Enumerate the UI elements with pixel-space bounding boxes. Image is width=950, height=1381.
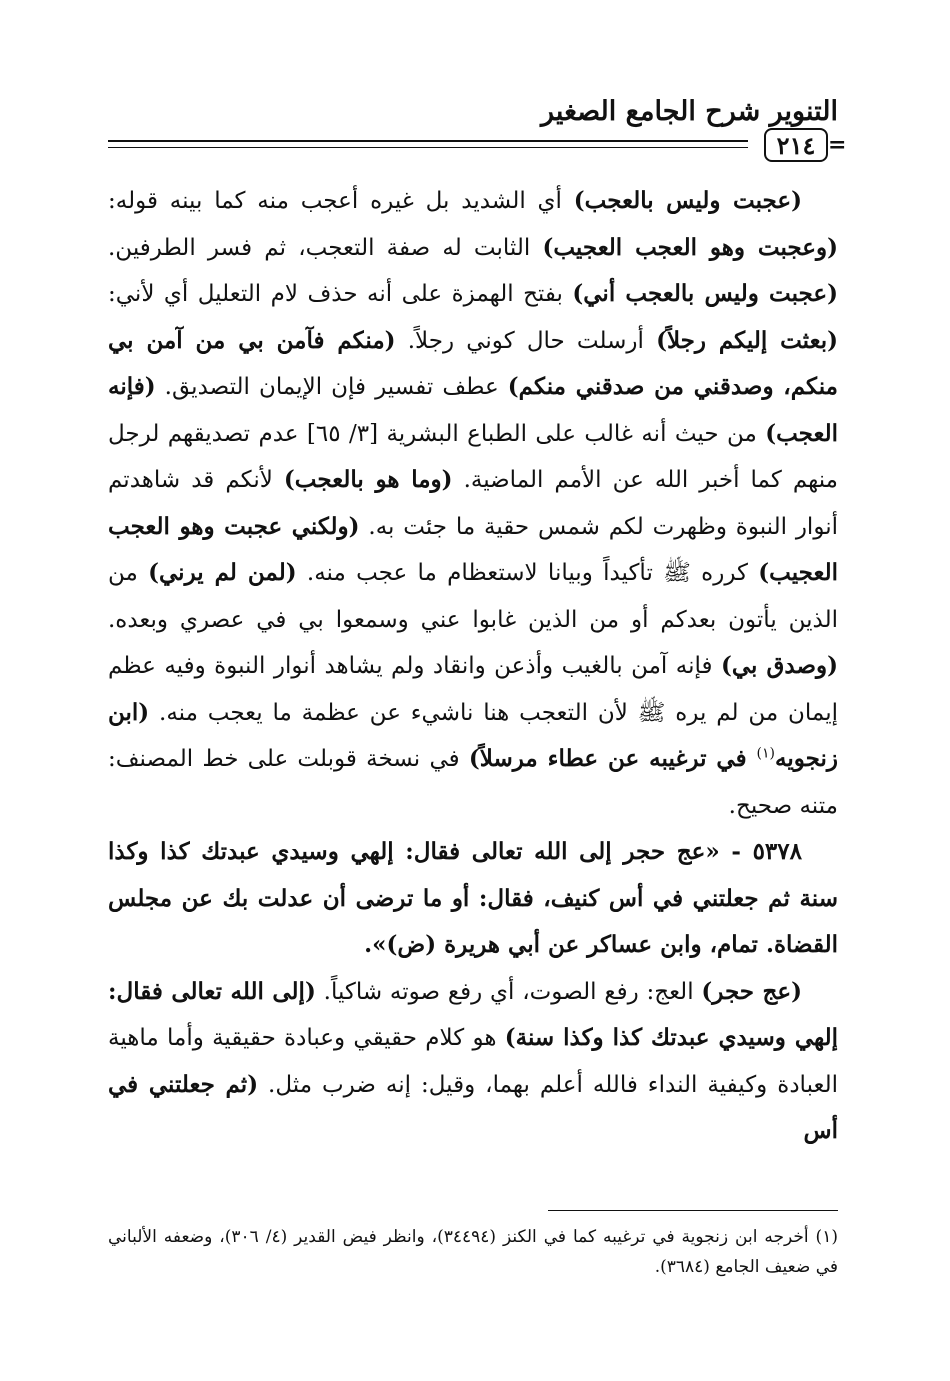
quoted-phrase: (عجبت وليس بالعجب) [573,187,803,214]
quoted-phrase: (عجبت وليس بالعجب أني) [572,280,838,307]
commentary-text: في نسخة قوبلت على خط المصنف: متنه صحيح. [108,746,838,819]
commentary-text: الثابت له صفة التعجب، ثم فسر الطرفين. [108,234,543,261]
hadith-entry [108,829,838,969]
footnotes [108,1222,838,1282]
hadith-text: - «عج حجر إلى الله تعالى فقال: إلهي وسيدي عبدتك كذا وكذا سنة ثم جعلتني في أس كنيف، فقال: أو ما ترضى أن عدلت بك عن مجلس القضاة. تمام، وابن عساكر عن أبي هريرة (ض)». [108,838,838,958]
commentary-paragraph [108,178,838,829]
quoted-phrase: (ولكني عجبت وهو العجب العجيب) [108,512,839,586]
quoted-phrase: (لمن لم يرني) [148,559,297,586]
quoted-phrase: (عج حجر) [701,977,802,1005]
commentary-paragraph [108,969,838,1155]
quoted-phrase: (وعجبت وهو العجب العجيب) [542,233,838,261]
page-number-ornament: = [828,132,847,158]
footnote-1: (١) أخرجه ابن زنجوية في ترغيبه كما في الكنز (٣٤٤٩٤)، وانظر فيض القدير (٤/ ٣٠٦)، وضعفه الألباني في ضعيف الجامع (٣٦٨٤). [108,1227,838,1277]
footnote-marker: (١) [756,745,775,762]
quoted-phrase: في ترغيبه عن عطاء مرسلاً) [468,745,757,772]
commentary-text: عطف تفسير فإن الإيمان التصديق. [155,374,508,400]
footnote-separator [548,1210,838,1211]
page-number: ٢١٤ [764,128,828,162]
commentary-text: العج: رفع الصوت، أي رفع صوته شاكياً. [315,978,702,1005]
header-rule-bottom [108,147,748,148]
hadith-number: ٥٣٧٨ [752,838,802,865]
quoted-phrase: (بعثت إليكم رجلاً) [656,326,838,354]
quoted-phrase: (ثم جعلتني في أس [108,1070,838,1144]
commentary-text: من حيث أنه غالب على الطباع البشرية [٣/ ٦٥] عدم تصديقهم لرجل منهم كما أخبر الله عن الأمم الماضية. [108,420,838,493]
commentary-text: من الذين يأتون بعدكم أو من الذين غابوا عني وسمعوا بي في عصري وبعده. [108,560,838,633]
commentary-text: بفتح الهمزة على أنه حذف لام التعليل أي لأني: [108,281,573,307]
quoted-phrase: (وما هو بالعجب) [283,466,453,493]
commentary-text: أي الشديد بل غيره أعجب منه كما بينه قوله: [108,188,574,214]
commentary-text: كرره ﷺ تأكيداً وبيانا لاستعظام ما عجب منه. [296,560,759,586]
commentary-text: أرسلت حال كوني رجلاً. [395,327,657,354]
quoted-phrase: (منكم فآمن بي من آمن بي منكم، وصدقني من صدقني منكم) [108,326,838,400]
commentary-text: هو كلام حقيقي وعبادة حقيقية وأما ماهية العبادة وكيفية النداء فالله أعلم بهما، وقيل: إنه ضرب مثل. [108,1025,838,1098]
quoted-phrase: (وصدق بي) [720,652,838,679]
commentary-text: فإنه آمن بالغيب وأذعن وانقاد ولم يشاهد أنوار النبوة وفيه عظم إيمان من لم يره ﷺ لأن التعجب هنا ناشيء عن عظمة ما يعجب منه. [108,653,838,726]
quoted-phrase: (إلى الله تعالى فقال: إلهي وسيدي عبدتك كذا وكذا سنة) [108,977,838,1051]
commentary-text: لأنكم قد شاهدتم أنوار النبوة وظهرت لكم شمس حقية ما جئت به. [108,467,838,540]
quoted-phrase: (ابن زنجويه [108,698,838,772]
header-rule-top [108,140,748,142]
main-text [108,178,838,1155]
running-title: التنوير شرح الجامع الصغير [541,96,838,127]
quoted-phrase: (فإنه العجب) [108,373,838,447]
